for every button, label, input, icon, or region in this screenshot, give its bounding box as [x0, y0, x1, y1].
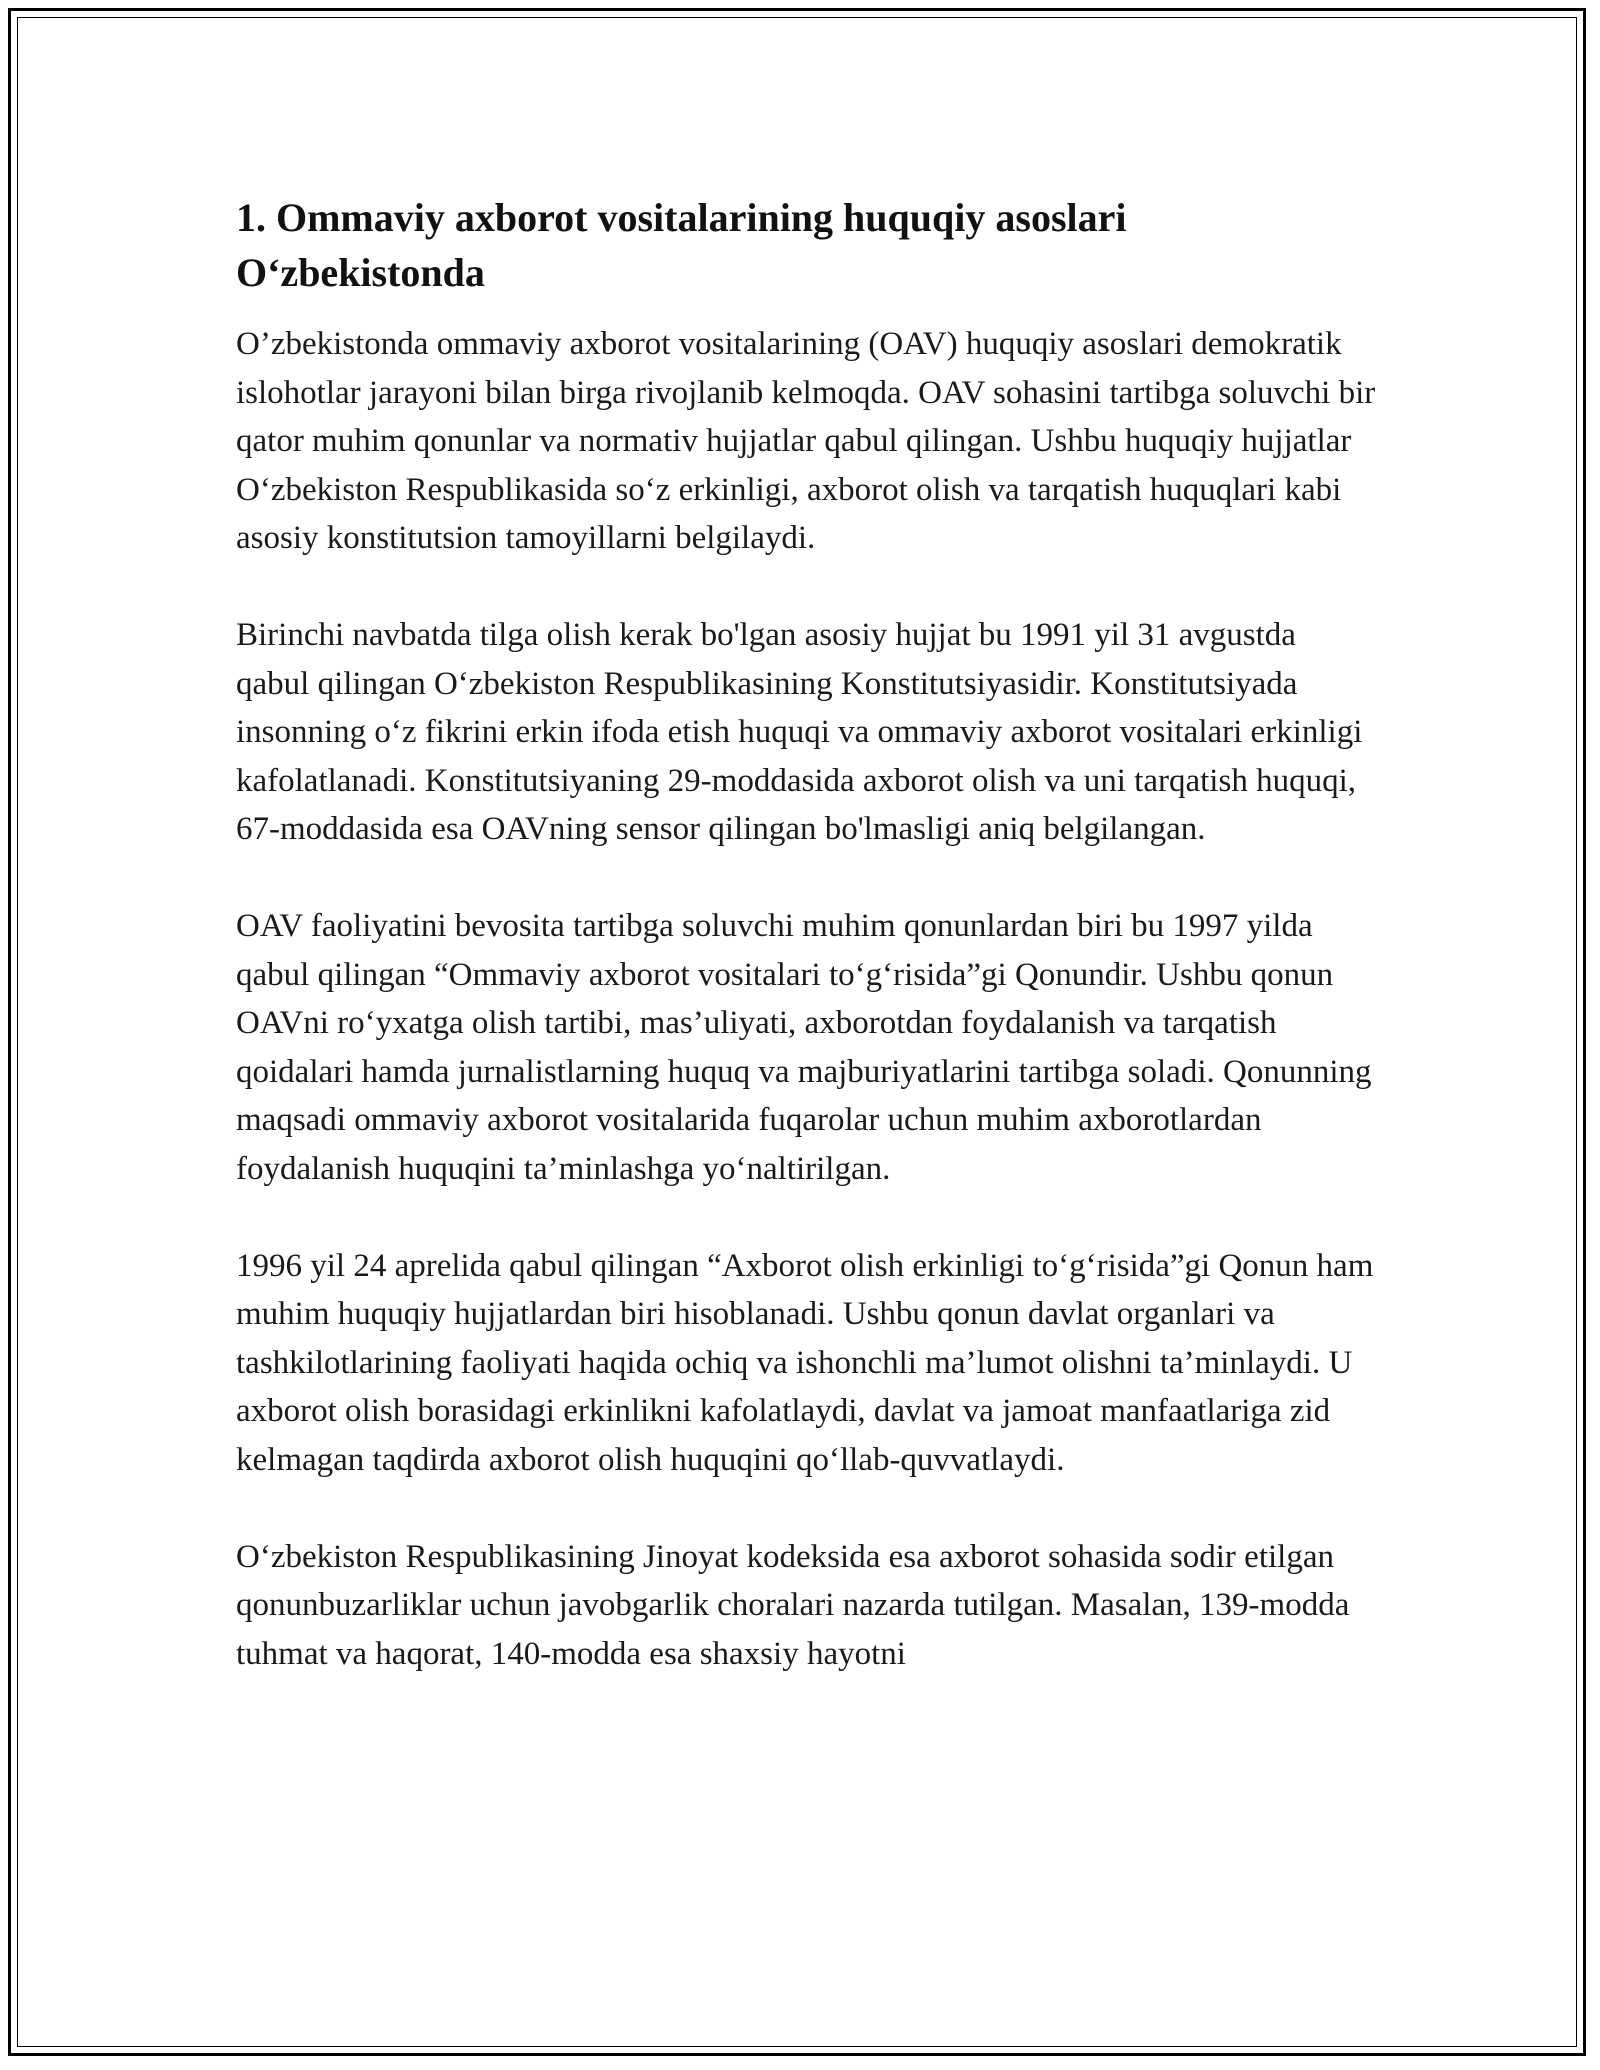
paragraph-2: Birinchi navbatda tilga olish kerak bo'lgan asosiy hujjat bu 1991 yil 31 avgustda qabul qilingan O‘zbekiston Respublikasining Konstitutsiyasidir. Konstitutsiyada insonning o‘z fikrini erkin ifoda etish huquqi va ommaviy axborot vositalari erkinligi kafolatlanadi. Konstitutsiyaning 29-moddasida axborot olish va uni tarqatish huquqi, 67-moddasida esa OAVning sensor qilingan bo'lmasligi aniq belgilangan. — [236, 617, 1363, 847]
paragraph-1: O’zbekistonda ommaviy axborot vositalarining (OAV) huquqiy asoslari demokratik islohotlar jarayoni bilan birga rivojlanib kelmoqda. OAV sohasini tartibga soluvchi bir qator muhim qonunlar va normativ hujjatlar qabul qilingan. Ushbu huquqiy hujjatlar O‘zbekiston Respublikasida so‘z erkinligi, axborot olish va tarqatish huquqlari kabi asosiy konstitutsion tamoyillarni belgilaydi. — [236, 326, 1376, 556]
paragraph-5: O‘zbekiston Respublikasining Jinoyat kodeksida esa axborot sohasida sodir etilgan qonunbuzarliklar uchun javobgarlik choralari nazarda tutilgan. Masalan, 139-modda tuhmat va haqorat, 140-modda esa shaxsiy hayotni — [236, 1538, 1350, 1672]
document-body — [236, 190, 1376, 1727]
section-heading: 1. Ommaviy axborot vositalarining huquqiy asoslari O‘zbekistonda — [236, 195, 1127, 295]
paragraph-4: 1996 yil 24 aprelida qabul qilingan “Axborot olish erkinligi to‘g‘risida”gi Qonun ham muhim huquqiy hujjatlardan biri hisoblanadi. Ushbu qonun davlat organlari va tashkilotlarining faoliyati haqida ochiq va ishonchli ma’lumot olishni ta’minlaydi. U axborot olish borasidagi erkinlikni kafolatlaydi, davlat va jamoat manfaatlariga zid kelmagan taqdirda axborot olish huquqini qo‘llab-quvvatlaydi. — [236, 1247, 1374, 1478]
paragraph-3: OAV faoliyatini bevosita tartibga soluvchi muhim qonunlardan biri bu 1997 yilda qabul qilingan “Ommaviy axborot vositalari to‘g‘risida”gi Qonundir. Ushbu qonun OAVni ro‘yxatga olish tartibi, mas’uliyati, axborotdan foydalanish va tarqatish qoidalari hamda jurnalistlarning huquq va majburiyatlarini tartibga soladi. Qonunning maqsadi ommaviy axborot vositalarida fuqarolar uchun muhim axborotlardan foydalanish huquqini ta’minlashga yo‘naltirilgan. — [236, 908, 1372, 1187]
